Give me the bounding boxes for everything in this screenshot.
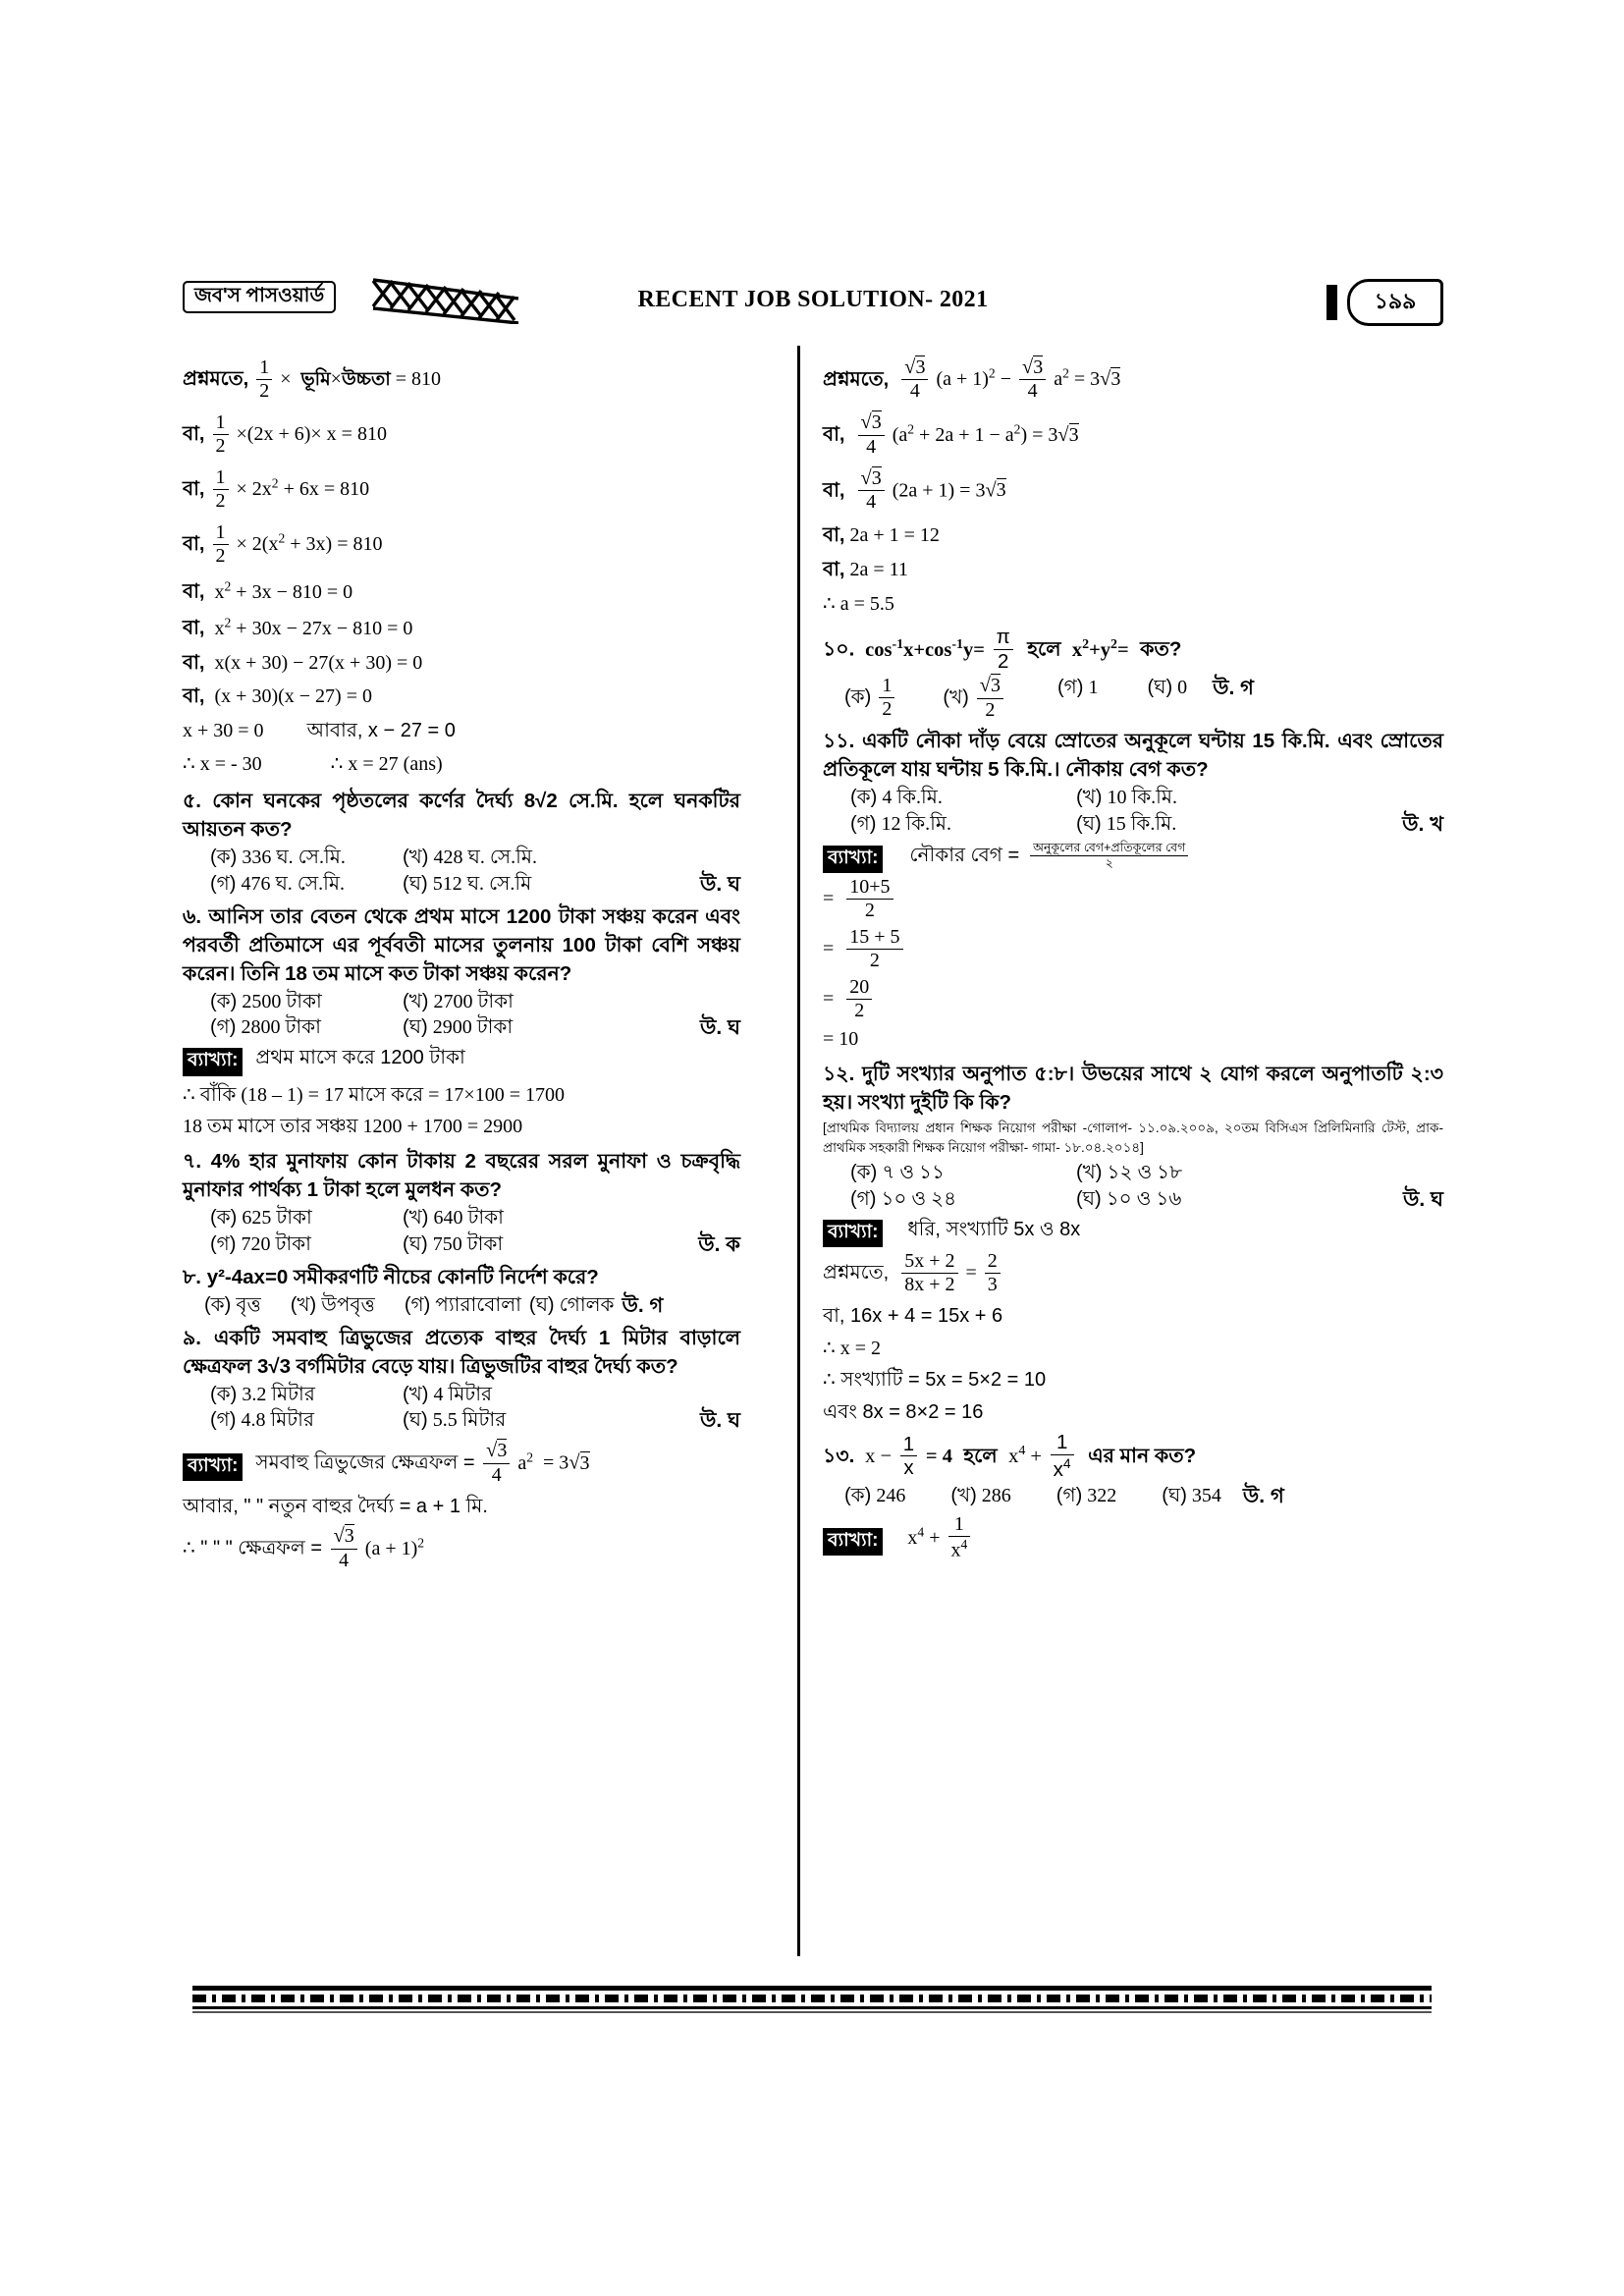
option-ga-q6[interactable]: (গ) 2800 টাকা bbox=[210, 1016, 321, 1039]
option-row bbox=[823, 1161, 1443, 1186]
page-number-badge: ১৯৯ bbox=[1347, 279, 1443, 326]
option-ka-q5[interactable]: (ক) 336 ঘ. সে.মি. bbox=[210, 847, 346, 869]
explanation-line bbox=[183, 1046, 740, 1075]
option-kha-q8[interactable]: (খ) উপবৃত্ত bbox=[290, 1293, 375, 1316]
option-ka-q7[interactable]: (ক) 625 টাকা bbox=[210, 1207, 312, 1230]
explanation-line: ∴ " " " ক্ষেত্রফল = $\frac{√3}{4}$ $(a + 1)^2$ bbox=[183, 1525, 425, 1571]
question-text-q9 bbox=[183, 1324, 740, 1381]
option-ga-q5[interactable]: (গ) 476 ঘ. সে.মি. bbox=[210, 872, 345, 895]
option-gha-q11[interactable]: (ঘ) 15 কি.মি. bbox=[1076, 812, 1177, 835]
options-q6 bbox=[183, 990, 740, 1042]
option-gha-q13[interactable]: (ঘ) 354 bbox=[1162, 1485, 1221, 1507]
explanation-tag: ব্যাখ্যা: bbox=[823, 1528, 883, 1556]
explanation-line bbox=[823, 842, 1443, 873]
solution-line: বা, $\frac{√3}{4}$ (2a + 1) = 3√3 bbox=[823, 466, 1006, 514]
question-number-q6: ৬. bbox=[183, 904, 202, 928]
question-text-q11 bbox=[823, 727, 1443, 784]
options-q10 bbox=[823, 676, 1443, 722]
expl-frac-den: ২ bbox=[1105, 855, 1113, 870]
answer-key-q10: উ. গ bbox=[1213, 677, 1254, 700]
question-number-q12: ১২. bbox=[823, 1062, 855, 1085]
solution-line: বা, $\frac{1}{2}$ ×(2x + 6)× x = 810 bbox=[183, 411, 387, 457]
question-number-q11: ১১. bbox=[823, 729, 855, 752]
explanation-line: ∴ x = 2 bbox=[823, 1337, 882, 1359]
option-kha-q6[interactable]: (খ) 2700 টাকা bbox=[403, 990, 514, 1012]
option-kha-q5[interactable]: (খ) 428 ঘ. সে.মি. bbox=[403, 847, 537, 869]
question-block-q5 bbox=[183, 787, 740, 899]
question-text-q6 bbox=[183, 902, 740, 988]
options-q12 bbox=[823, 1161, 1443, 1213]
explanation-q9 bbox=[183, 1441, 740, 1573]
question-block-q13 bbox=[823, 1432, 1443, 1562]
explanation-tag: ব্যাখ্যা: bbox=[823, 846, 883, 873]
page-number-bar bbox=[1326, 285, 1337, 320]
option-gha-q5[interactable]: (ঘ) 512 ঘ. সে.মি bbox=[403, 872, 532, 895]
options-q7 bbox=[183, 1206, 740, 1258]
solution-block-q4 bbox=[183, 357, 740, 778]
roots-result bbox=[183, 752, 740, 778]
option-gha-q6[interactable]: (ঘ) 2900 টাকা bbox=[403, 1016, 514, 1039]
option-kha-q13[interactable]: (খ) 286 bbox=[950, 1485, 1011, 1507]
answer-key-q12: উ. ঘ bbox=[1403, 1187, 1443, 1211]
answer-key-q6: উ. ঘ bbox=[700, 1016, 740, 1040]
option-ka-q9[interactable]: (ক) 3.2 মিটার bbox=[210, 1383, 315, 1405]
question-body-q9: একটি সমবাহু ত্রিভুজের প্রত্যেক বাহুর দৈর্ঘ্য 1 মিটার বাড়ালে ক্ষেত্রফল 3√3 বর্গমিটার বেড়ে যায়। ত্রিভুজটির বাহুর দৈর্ঘ্য কত? bbox=[183, 1326, 740, 1378]
explanation-line bbox=[823, 1218, 1443, 1247]
explanation-q11 bbox=[823, 842, 1443, 1052]
question-number-q7: ৭. bbox=[183, 1149, 202, 1173]
option-ka-q10[interactable]: (ক) $\frac{1}{2}$ bbox=[844, 676, 897, 722]
options-q11 bbox=[823, 786, 1443, 838]
answer-key-q13: উ. গ bbox=[1242, 1485, 1284, 1508]
root-result-1: ∴ x = - 30 bbox=[183, 753, 262, 776]
question-block-q6 bbox=[183, 902, 740, 1140]
option-row bbox=[823, 786, 1443, 811]
options-q9 bbox=[183, 1383, 740, 1435]
option-row bbox=[183, 1232, 740, 1259]
option-ga-q8[interactable]: (গ) প্যারাবোলা bbox=[404, 1293, 521, 1316]
solution-line: বা, x(x + 30) − 27(x + 30) = 0 bbox=[183, 651, 423, 674]
question-block-q9 bbox=[183, 1324, 740, 1573]
option-kha-q9[interactable]: (খ) 4 মিটার bbox=[403, 1383, 492, 1405]
footer-rule-thick bbox=[192, 1986, 1432, 1991]
option-row bbox=[183, 872, 740, 899]
explanation-line: = $\frac{15 + 5}{2}$ bbox=[823, 927, 1443, 973]
option-gha-q7[interactable]: (ঘ) 750 টাকা bbox=[403, 1232, 504, 1255]
option-ga-q11[interactable]: (গ) 12 কি.মি. bbox=[850, 812, 951, 835]
roots-line bbox=[183, 719, 740, 744]
options-q5 bbox=[183, 846, 740, 898]
question-source-q12: [প্রাথমিক বিদ্যালয় প্রধান শিক্ষক নিয়োগ পরীক্ষা -গোলাপ- ১১.০৯.২০০৯, ২০তম বিসিএস প্রিলিমিনারি টেস্ট, প্রাক-প্রাথমিক সহকারী শিক্ষক নিয়োগ পরীক্ষা- গামা- ১৮.০৪.২০১৪] bbox=[823, 1121, 1443, 1155]
solution-line: বা, 2a + 1 = 12 bbox=[823, 524, 940, 547]
question-block-q7 bbox=[183, 1147, 740, 1259]
solution-block-q9 bbox=[823, 357, 1443, 617]
solution-line: বা, $\frac{1}{2}$ × $2x^2 + 6x = 810$ bbox=[183, 466, 370, 512]
question-block-q8 bbox=[183, 1263, 740, 1320]
option-kha-q12[interactable]: (খ) ১২ ও ১৮ bbox=[1076, 1162, 1183, 1184]
option-ga-q7[interactable]: (গ) 720 টাকা bbox=[210, 1232, 311, 1255]
option-gha-q10[interactable]: (ঘ) 0 bbox=[1147, 677, 1188, 699]
question-number-q10: ১০. bbox=[823, 637, 855, 661]
explanation-line: = 10 bbox=[823, 1028, 859, 1051]
explanation-line: এবং 8x = 8×2 = 16 bbox=[823, 1400, 984, 1423]
question-text-q13: ১৩. x − $\frac{1}{x}$ = 4 হলে $x^4$ + $\frac{1}{x^4}$ এর মান কত? bbox=[823, 1431, 1197, 1481]
explanation-tag: ব্যাখ্যা: bbox=[183, 1453, 243, 1481]
option-ka-q11[interactable]: (ক) 4 কি.মি. bbox=[850, 786, 943, 808]
answer-key-q7: উ. ক bbox=[698, 1232, 740, 1256]
option-row bbox=[183, 1206, 740, 1231]
question-text-q5 bbox=[183, 787, 740, 844]
question-body-q5: কোন ঘনকের পৃষ্ঠতলের কর্ণের দৈর্ঘ্য 8√2 সে.মি. হলে ঘনকটির আয়তন কত? bbox=[183, 789, 740, 841]
question-text-q7 bbox=[183, 1147, 740, 1204]
answer-key-q8: উ. গ bbox=[622, 1293, 664, 1317]
question-block-q11 bbox=[823, 727, 1443, 1053]
question-number-q5: ৫. bbox=[183, 789, 201, 812]
option-ka-q6[interactable]: (ক) 2500 টাকা bbox=[210, 990, 322, 1012]
footer-rule-dashed bbox=[192, 1995, 1432, 2002]
question-body-q7: 4% হার মুনাফায় কোন টাকায় 2 বছরের সরল মুনাফা ও চক্রবৃদ্ধি মুনাফার পার্থক্য 1 টাকা হলে মুলধন কত? bbox=[183, 1149, 741, 1201]
option-row bbox=[183, 1015, 740, 1042]
explanation-line: = $\frac{20}{2}$ bbox=[823, 977, 1443, 1023]
option-ga-q10[interactable]: (গ) 1 bbox=[1057, 677, 1099, 699]
question-number-q13: ১৩. bbox=[823, 1445, 855, 1468]
option-row bbox=[183, 1383, 740, 1408]
question-number-q9: ৯. bbox=[183, 1326, 201, 1349]
explanation-text: প্রথম মাসে করে 1200 টাকা bbox=[255, 1047, 465, 1069]
root-result-2: ∴ x = 27 (ans) bbox=[330, 753, 443, 776]
question-body-q6: আনিস তার বেতন থেকে প্রথম মাসে 1200 টাকা সঞ্চয় করেন এবং পরবর্তী প্রতিমাসে এর পূর্ববতী মাসের তুলনায় 100 টাকা বেশি সঞ্চয় করেন। তিনি 18 তম মাসে কত টাকা সঞ্চয় করেন? bbox=[183, 904, 740, 985]
answer-key-q5: উ. ঘ bbox=[700, 872, 740, 896]
answer-key-q11: উ. খ bbox=[1402, 812, 1443, 836]
option-kha-q7[interactable]: (খ) 640 টাকা bbox=[403, 1207, 504, 1230]
option-row bbox=[183, 846, 740, 871]
explanation-line: প্রশ্নমতে, $\frac{5x + 2}{8x + 2}$ = $\frac{2}{3}$ bbox=[823, 1251, 1443, 1297]
solution-line: প্রশ্নমতে, $\frac{1}{2}$ × ভূমি×উচ্চতা = 810 bbox=[183, 356, 442, 402]
options-q13 bbox=[823, 1484, 1443, 1510]
right-column bbox=[823, 357, 1443, 1570]
question-text-q10: ১০. $\cos^{-1}x+\cos^{-1}y=$ $\frac{\pi}{2}$ হলে $x^2+y^2=$ কত? bbox=[823, 626, 1182, 673]
solution-line: বা, (x + 30)(x − 27) = 0 bbox=[183, 685, 372, 708]
expl-frac-num: অনুকূলের বেগ+প্রতিকূলের বেগ bbox=[1030, 841, 1188, 855]
explanation-label: নৌকার বেগ = bbox=[909, 844, 1020, 866]
answer-key-q9: উ. ঘ bbox=[700, 1409, 740, 1433]
option-gha-q8[interactable]: (ঘ) গোলক bbox=[528, 1293, 615, 1316]
question-body-q12: দুটি সংখ্যার অনুপাত ৫:৮। উভয়ের সাথে ২ যোগ করলে অনুপাতটি ২:৩ হয়। সংখ্যা দুইটি কি কি? bbox=[823, 1062, 1443, 1114]
option-ka-q13[interactable]: (ক) 246 bbox=[844, 1485, 906, 1507]
option-row bbox=[823, 1187, 1443, 1214]
explanation-line: 18 তম মাসে তার সঞ্চয় 1200 + 1700 = 2900 bbox=[183, 1116, 523, 1138]
left-column bbox=[183, 357, 740, 1580]
brand-logo: জব'স পাসওয়ার্ড bbox=[183, 281, 336, 313]
explanation-line: ব্যাখ্যা: সমবাহু ত্রিভুজের ক্ষেত্রফল = $\frac{√3}{4}$ $a^2 = 3√3$ bbox=[183, 1441, 740, 1487]
explanation-tag: ব্যাখ্যা: bbox=[823, 1220, 883, 1247]
explanation-q13 bbox=[823, 1514, 1443, 1563]
question-number-q8: ৮. bbox=[183, 1265, 201, 1288]
option-kha-q10[interactable]: (খ) $\frac{√3}{2}$ bbox=[943, 676, 1006, 722]
question-block-q12 bbox=[823, 1060, 1443, 1426]
solution-line: ∴ a = 5.5 bbox=[823, 592, 894, 615]
solution-line: বা, $\frac{√3}{4}$ $(a^2 + 2a + 1 - a^2) = 3√3$ bbox=[823, 411, 1079, 458]
question-text-q8 bbox=[183, 1263, 740, 1291]
question-block-q10 bbox=[823, 627, 1443, 723]
solution-line: বা, $x^2 + 30x - 27x - 810 = 0$ bbox=[183, 615, 413, 639]
question-body-q11: একটি নৌকা দাঁড় বেয়ে স্রোতের অনুকূলে ঘন্টায় 15 কি.মি. এবং স্রোতের প্রতিকূলে যায় ঘন্টায় 5 কি.মি.। নৌকায় বেগ কত? bbox=[823, 729, 1443, 781]
options-q8 bbox=[183, 1293, 740, 1320]
explanation-line: বা, 16x + 4 = 15x + 6 bbox=[823, 1304, 1003, 1327]
explanation-q6 bbox=[183, 1046, 740, 1140]
explanation-line: = $\frac{10+5}{2}$ bbox=[823, 877, 1443, 923]
footer-rule-hairline bbox=[192, 2011, 1432, 2013]
solution-line: প্রশ্নমতে, $\frac{√3}{4}$ $(a + 1)^2$ − $\frac{√3}{4}$ $a^2 = 3√3$ bbox=[823, 356, 1121, 403]
option-ga-q9[interactable]: (গ) 4.8 মিটার bbox=[210, 1409, 314, 1432]
page-header bbox=[183, 277, 1443, 328]
option-gha-q9[interactable]: (ঘ) 5.5 মিটার bbox=[403, 1409, 507, 1432]
option-row bbox=[823, 812, 1443, 839]
option-ka-q12[interactable]: (ক) ৭ ও ১১ bbox=[850, 1162, 946, 1184]
explanation-text: ধরি, সংখ্যাটি 5x ও 8x bbox=[907, 1218, 1081, 1240]
option-row bbox=[183, 1408, 740, 1435]
explanation-line: ∴ বাঁকি (18 – 1) = 17 মাসে করে = 17×100 = 1700 bbox=[183, 1083, 565, 1106]
explanation-text: সমবাহু ত্রিভুজের ক্ষেত্রফল = bbox=[255, 1451, 481, 1474]
footer-rule-thin bbox=[192, 2006, 1432, 2009]
option-gha-q12[interactable]: (ঘ) ১০ ও ১৬ bbox=[1076, 1187, 1182, 1210]
explanation-line: আবার, " " নতুন বাহুর দৈর্ঘ্য = a + 1 মি. bbox=[183, 1495, 488, 1517]
root-eq-1: x + 30 = 0 bbox=[183, 719, 264, 741]
explanation-tag: ব্যাখ্যা: bbox=[183, 1048, 243, 1075]
solution-line: বা, $x^2 + 3x - 810 = 0$ bbox=[183, 578, 353, 603]
explanation-line: ব্যাখ্যা: $x^4$ + $\frac{1}{x^4}$ bbox=[823, 1514, 1443, 1563]
explanation-line: ∴ সংখ্যাটি = 5x = 5×2 = 10 bbox=[823, 1369, 1047, 1392]
page-footer-rule bbox=[192, 1986, 1432, 2013]
solution-line: বা, 2a = 11 bbox=[823, 558, 908, 580]
option-row bbox=[183, 990, 740, 1015]
option-ga-q12[interactable]: (গ) ১০ ও ২৪ bbox=[850, 1187, 957, 1210]
page-title: RECENT JOB SOLUTION- 2021 bbox=[637, 287, 989, 312]
column-divider bbox=[797, 346, 800, 1956]
solution-prefix: প্রশ্নমতে, bbox=[183, 368, 249, 391]
option-ka-q8[interactable]: (ক) বৃত্ত bbox=[204, 1293, 261, 1316]
solution-line: বা, $\frac{1}{2}$ × $2(x^2 + 3x) = 810$ bbox=[183, 521, 383, 567]
question-text-q12 bbox=[823, 1060, 1443, 1117]
option-kha-q11[interactable]: (খ) 10 কি.মি. bbox=[1076, 786, 1178, 808]
root-eq-2: আবার, x − 27 = 0 bbox=[306, 719, 456, 741]
question-body-q8: y²-4ax=0 সমীকরণটি নীচের কোনটি নির্দেশ করে? bbox=[206, 1265, 599, 1288]
option-ga-q13[interactable]: (গ) 322 bbox=[1056, 1485, 1117, 1507]
explanation-q12 bbox=[823, 1218, 1443, 1426]
